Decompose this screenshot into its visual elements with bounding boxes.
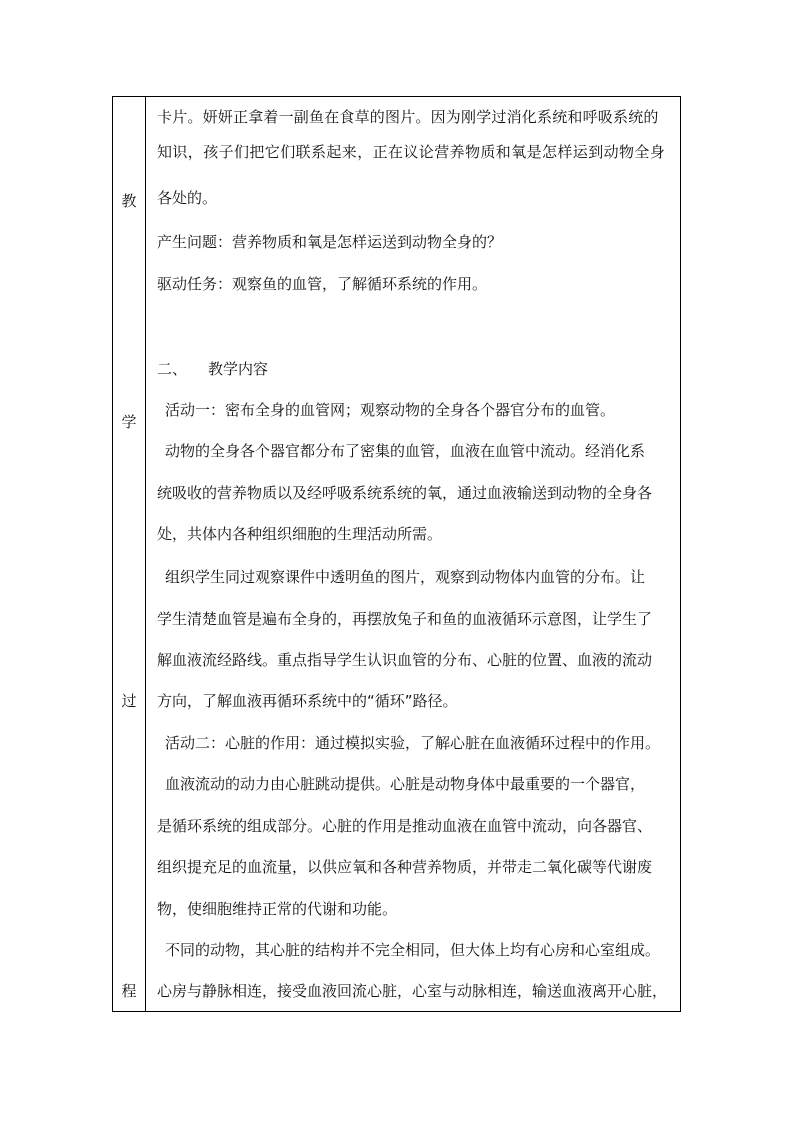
- paragraph-line: 心房与静脉相连，接受血液回流心脏，心室与动脉相连，输送血液离开心脏，: [157, 982, 668, 1000]
- paragraph-line: 血液流动的动力由心脏跳动提供。心脏是动物身体中最重要的一个器官，: [165, 775, 646, 793]
- paragraph-line: 动物的全身各个器官都分布了密集的血管，血液在血管中流动。经消化系: [165, 442, 646, 460]
- label-char: 教: [121, 192, 137, 210]
- paragraph-line: 学生清楚血管是遍布全身的，再摆放兔子和鱼的血液循环示意图，让学生了: [157, 610, 653, 628]
- paragraph-line: 物，使细胞维持正常的代谢和功能。: [157, 900, 398, 918]
- task-line: 驱动任务：观察鱼的血管，了解循环系统的作用。: [157, 275, 488, 293]
- label-char: 学: [121, 413, 137, 431]
- paragraph-line: 解血液流经路线。重点指导学生认识血管的分布、心脏的位置、血液的流动: [157, 651, 653, 669]
- label-char: 过: [121, 692, 137, 710]
- paragraph-line: 处，共体内各种组织细胞的生理活动所需。: [157, 525, 443, 543]
- section-number: 二、: [157, 360, 188, 378]
- lesson-table: [112, 96, 681, 1012]
- label-char: 程: [121, 982, 137, 1000]
- paragraph-line: 方向，了解血液再循环系统中的“循环”路径。: [157, 692, 458, 710]
- activity-one-title: 活动一：密布全身的血管网；观察动物的全身各个器官分布的血管。: [165, 401, 616, 419]
- paragraph-line: 组织提充足的血流量，以供应氧和各种营养物质，并带走二氧化碳等代谢废: [157, 858, 653, 876]
- question-line: 产生问题：营养物质和氧是怎样运送到动物全身的？: [157, 233, 503, 251]
- label-column: [113, 97, 146, 1011]
- paragraph-line: 统吸收的营养物质以及经呼吸系统系统的氧，通过血液输送到动物的全身各: [157, 484, 653, 502]
- paragraph-line: 不同的动物，其心脏的结构并不完全相同，但大体上均有心房和心室组成。: [165, 941, 661, 959]
- activity-two-title: 活动二：心脏的作用：通过模拟实验，了解心脏在血液循环过程中的作用。: [165, 734, 661, 752]
- paragraph-line: 知识，孩子们把它们联系起来，正在议论营养物质和氧是怎样运到动物全身: [157, 143, 666, 161]
- paragraph-line: 各处的。: [157, 189, 218, 207]
- paragraph-line: 组织学生同过观察课件中透明鱼的图片，观察到动物体内血管的分布。让: [165, 568, 646, 586]
- section-title: 教学内容: [208, 360, 269, 378]
- paragraph-line: 卡片。妍妍正拿着一副鱼在食草的图片。因为刚学过消化系统和呼吸系统的: [157, 108, 659, 126]
- paragraph-line: 是循环系统的组成部分。心脏的作用是推动血液在血管中流动，向各器官、: [157, 817, 653, 835]
